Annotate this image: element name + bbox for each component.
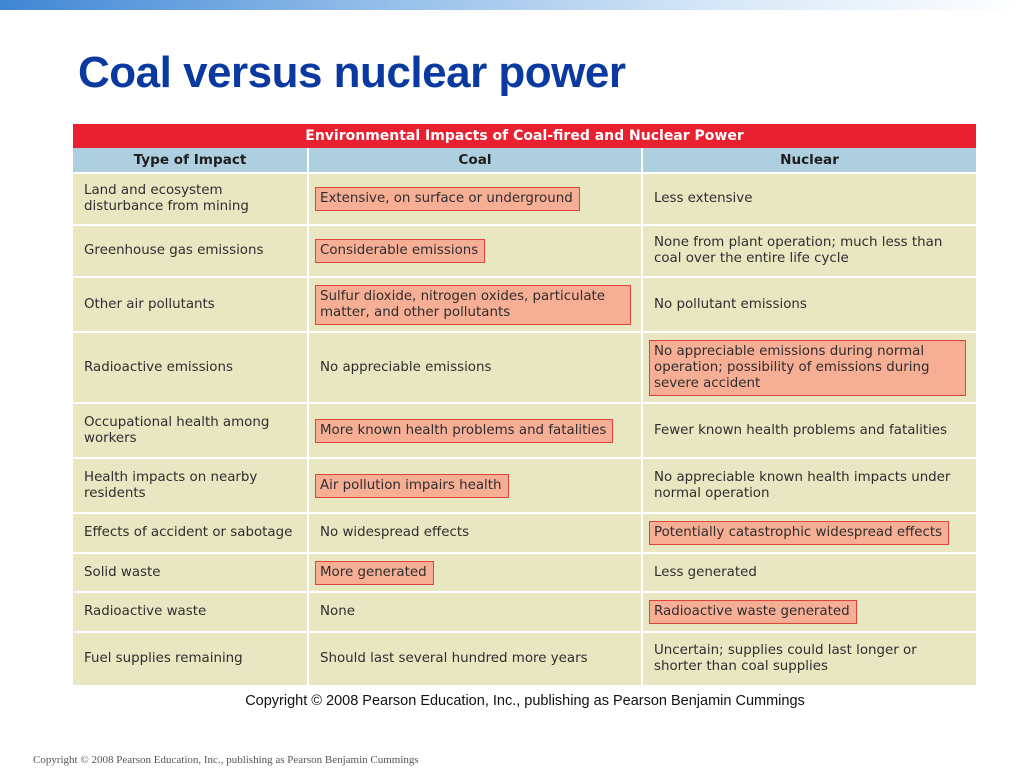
coal-text: No appreciable emissions xyxy=(320,359,492,375)
impact-text: Solid waste xyxy=(84,564,161,580)
impact-text: Other air pollutants xyxy=(84,296,215,312)
nuclear-cell xyxy=(642,332,976,403)
impact-cell xyxy=(73,513,308,553)
coal-text-highlighted: Extensive, on surface or underground xyxy=(315,187,580,211)
impact-text: Greenhouse gas emissions xyxy=(84,243,264,258)
nuclear-text-highlighted: Potentially catastrophic widespread effects xyxy=(649,521,949,545)
impact-cell xyxy=(73,173,308,225)
coal-text-highlighted: Sulfur dioxide, nitrogen oxides, particulate matter, and other pollutants xyxy=(315,285,631,325)
nuclear-cell xyxy=(642,458,976,513)
nuclear-cell xyxy=(642,592,976,632)
table-row xyxy=(73,458,976,513)
figure-copyright-line: Copyright © 2008 Pearson Education, Inc., publishing as Pearson Benjamin Cummings xyxy=(245,693,805,709)
nuclear-text-highlighted: No appreciable emissions during normal operation; possibility of emissions during severe accident xyxy=(649,340,966,396)
header-coal: Coal xyxy=(308,148,642,173)
impacts-table xyxy=(73,148,976,685)
impact-text: Occupational health among workers xyxy=(84,414,270,446)
impact-text: Fuel supplies remaining xyxy=(84,651,243,666)
nuclear-cell xyxy=(642,632,976,685)
nuclear-cell xyxy=(642,173,976,225)
impact-text: Radioactive waste xyxy=(84,604,207,619)
nuclear-cell xyxy=(642,553,976,592)
slide-title: Coal versus nuclear power xyxy=(78,48,626,97)
coal-text: None xyxy=(320,604,355,619)
coal-cell xyxy=(308,632,642,685)
table-caption: Environmental Impacts of Coal-fired and Nuclear Power xyxy=(73,124,976,148)
table-row xyxy=(73,225,976,277)
impacts-table-figure xyxy=(73,124,976,685)
impact-cell xyxy=(73,458,308,513)
coal-text-highlighted: Air pollution impairs health xyxy=(315,474,509,498)
impact-text: Radioactive emissions xyxy=(84,359,233,375)
nuclear-text: None from plant operation; much less than coal over the entire life cycle xyxy=(654,235,943,266)
table-row xyxy=(73,277,976,332)
table-header-row xyxy=(73,148,976,173)
header-type-of-impact: Type of Impact xyxy=(73,148,308,173)
table-row xyxy=(73,632,976,685)
table-row xyxy=(73,403,976,458)
nuclear-text: Less extensive xyxy=(654,191,753,206)
coal-text: No widespread effects xyxy=(320,525,470,540)
nuclear-text: Less generated xyxy=(654,564,757,580)
nuclear-cell xyxy=(642,403,976,458)
top-gradient-band xyxy=(0,0,1024,10)
impact-cell xyxy=(73,277,308,332)
impact-cell xyxy=(73,225,308,277)
coal-cell xyxy=(308,458,642,513)
table-row xyxy=(73,513,976,553)
nuclear-text: Uncertain; supplies could last longer or shorter than coal supplies xyxy=(654,643,917,674)
nuclear-cell xyxy=(642,513,976,553)
nuclear-text: Fewer known health problems and fatalities xyxy=(654,422,948,438)
footer-copyright: Copyright © 2008 Pearson Education, Inc., publishing as Pearson Benjamin Cummings xyxy=(33,754,419,766)
impact-cell xyxy=(73,553,308,592)
table-row xyxy=(73,332,976,403)
coal-cell xyxy=(308,332,642,403)
impact-cell xyxy=(73,403,308,458)
nuclear-cell xyxy=(642,225,976,277)
nuclear-text-highlighted: Radioactive waste generated xyxy=(649,600,857,624)
nuclear-text: No pollutant emissions xyxy=(654,296,807,312)
coal-cell xyxy=(308,592,642,632)
coal-cell xyxy=(308,513,642,553)
table-row xyxy=(73,592,976,632)
impact-cell xyxy=(73,592,308,632)
coal-text-highlighted: Considerable emissions xyxy=(315,239,485,263)
coal-cell xyxy=(308,173,642,225)
coal-text-highlighted: More known health problems and fatalities xyxy=(315,419,613,443)
impact-text: Health impacts on nearby residents xyxy=(84,469,258,501)
header-nuclear: Nuclear xyxy=(642,148,976,173)
coal-text-highlighted: More generated xyxy=(315,561,434,585)
table-row xyxy=(73,553,976,592)
impact-text: Effects of accident or sabotage xyxy=(84,525,293,540)
coal-cell xyxy=(308,553,642,592)
impact-text: Land and ecosystem disturbance from mining xyxy=(84,183,249,214)
impact-cell xyxy=(73,332,308,403)
coal-text: Should last several hundred more years xyxy=(320,651,588,666)
coal-cell xyxy=(308,225,642,277)
coal-cell xyxy=(308,277,642,332)
nuclear-text: No appreciable known health impacts under normal operation xyxy=(654,469,951,501)
coal-cell xyxy=(308,403,642,458)
impact-cell xyxy=(73,632,308,685)
table-row xyxy=(73,173,976,225)
nuclear-cell xyxy=(642,277,976,332)
